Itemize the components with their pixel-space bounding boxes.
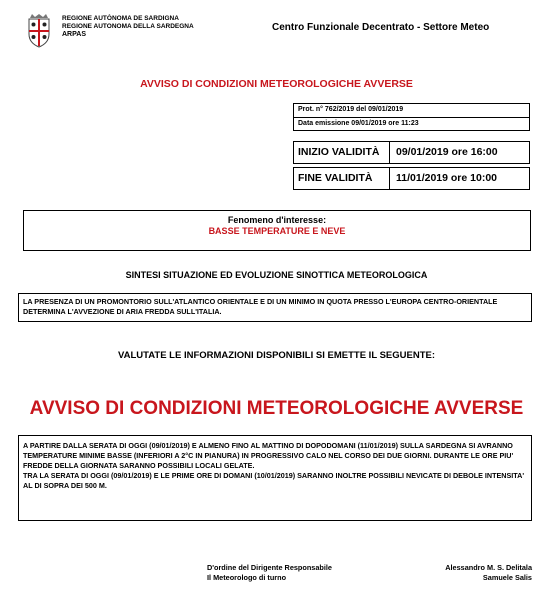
signature-role-line2: Il Meteorologo di turno: [207, 573, 287, 582]
phenomenon-label: Fenomeno d'interesse:: [227, 215, 327, 225]
notice-intro: VALUTATE LE INFORMAZIONI DISPONIBILI SI EMETTE IL SEGUENTE:: [117, 350, 436, 361]
protocol-number: Prot. n° 762/2019 del 09/01/2019: [298, 106, 404, 113]
notice-paragraph-1: A PARTIRE DALLA SERATA DI OGGI (09/01/2019) E ALMENO FINO AL MATTINO DI DOPODOMANI (11/01/2019) SULLA SARDEGNA SI AVRANNO TEMPERATURE MINIME BASSE (INFERIORI A 2°C IN PIANURA) IN PROGRESSIVO CALO NEL CORSO DEI DUE GIORNI. DURANTE LE ORE PIU' FREDDE DELLA GIORNATA SARANNO POSSIBILI LOCALI GELATE.: [23, 441, 514, 470]
validity-end-box: [293, 167, 530, 190]
sardinia-coat-of-arms-icon: [26, 14, 52, 48]
synthesis-heading: SINTESI SITUAZIONE ED EVOLUZIONE SINOTTICA METEOROLOGICA: [125, 270, 428, 280]
synthesis-text: LA PRESENZA DI UN PROMONTORIO SULL'ATLANTICO ORIENTALE E DI UN MINIMO IN QUOTA PRESSO L'EUROPA CENTRO-ORIENTALE DETERMINA L'AVVEZIONE DI ARIA FREDDA SULL'ITALIA.: [18, 293, 532, 322]
center-title: Centro Funzionale Decentrato - Settore Meteo: [272, 22, 490, 33]
signature-name-2: Samuele Salis: [482, 573, 532, 582]
notice-title: AVVISO DI CONDIZIONI METEOROLOGICHE AVVERSE: [29, 398, 524, 419]
organization-block: [62, 15, 194, 39]
org-name-italian: REGIONE AUTONOMA DELLA SARDEGNA: [62, 23, 194, 30]
signature-name-1: Alessandro M. S. Delitala: [445, 563, 532, 572]
emission-date: Data emissione 09/01/2019 ore 11:23: [294, 117, 529, 130]
phenomenon-box: [23, 210, 531, 251]
org-agency: ARPAS: [62, 31, 86, 38]
document-title: AVVISO DI CONDIZIONI METEOROLOGICHE AVVERSE: [140, 78, 413, 90]
validity-start-box: [293, 141, 530, 164]
notice-paragraph-2: TRA LA SERATA DI OGGI (09/01/2019) E LE PRIME ORE DI DOMANI (10/01/2019) SARANNO INOLTRE POSSIBILI NEVICATE DI DEBOLE INTENSITA' AL DI SOPRA DEI 500 M.: [23, 471, 525, 490]
validity-start-value: 09/01/2019 ore 16:00: [396, 146, 498, 158]
org-name-sardinian: REGIONE AUTÒNOMA DE SARDIGNA: [62, 15, 179, 22]
signature-role-line1: D'ordine del Dirigente Responsabile: [207, 563, 332, 572]
signature-role-block: [207, 563, 332, 583]
protocol-box: [293, 103, 530, 131]
validity-end-label: FINE VALIDITÀ: [294, 168, 390, 189]
signature-names-block: [400, 563, 532, 583]
validity-end-value: 11/01/2019 ore 10:00: [396, 172, 498, 184]
validity-start-label: INIZIO VALIDITÀ: [294, 142, 390, 163]
notice-text-box: [18, 435, 532, 521]
phenomenon-value: BASSE TEMPERATURE E NEVE: [208, 226, 346, 236]
